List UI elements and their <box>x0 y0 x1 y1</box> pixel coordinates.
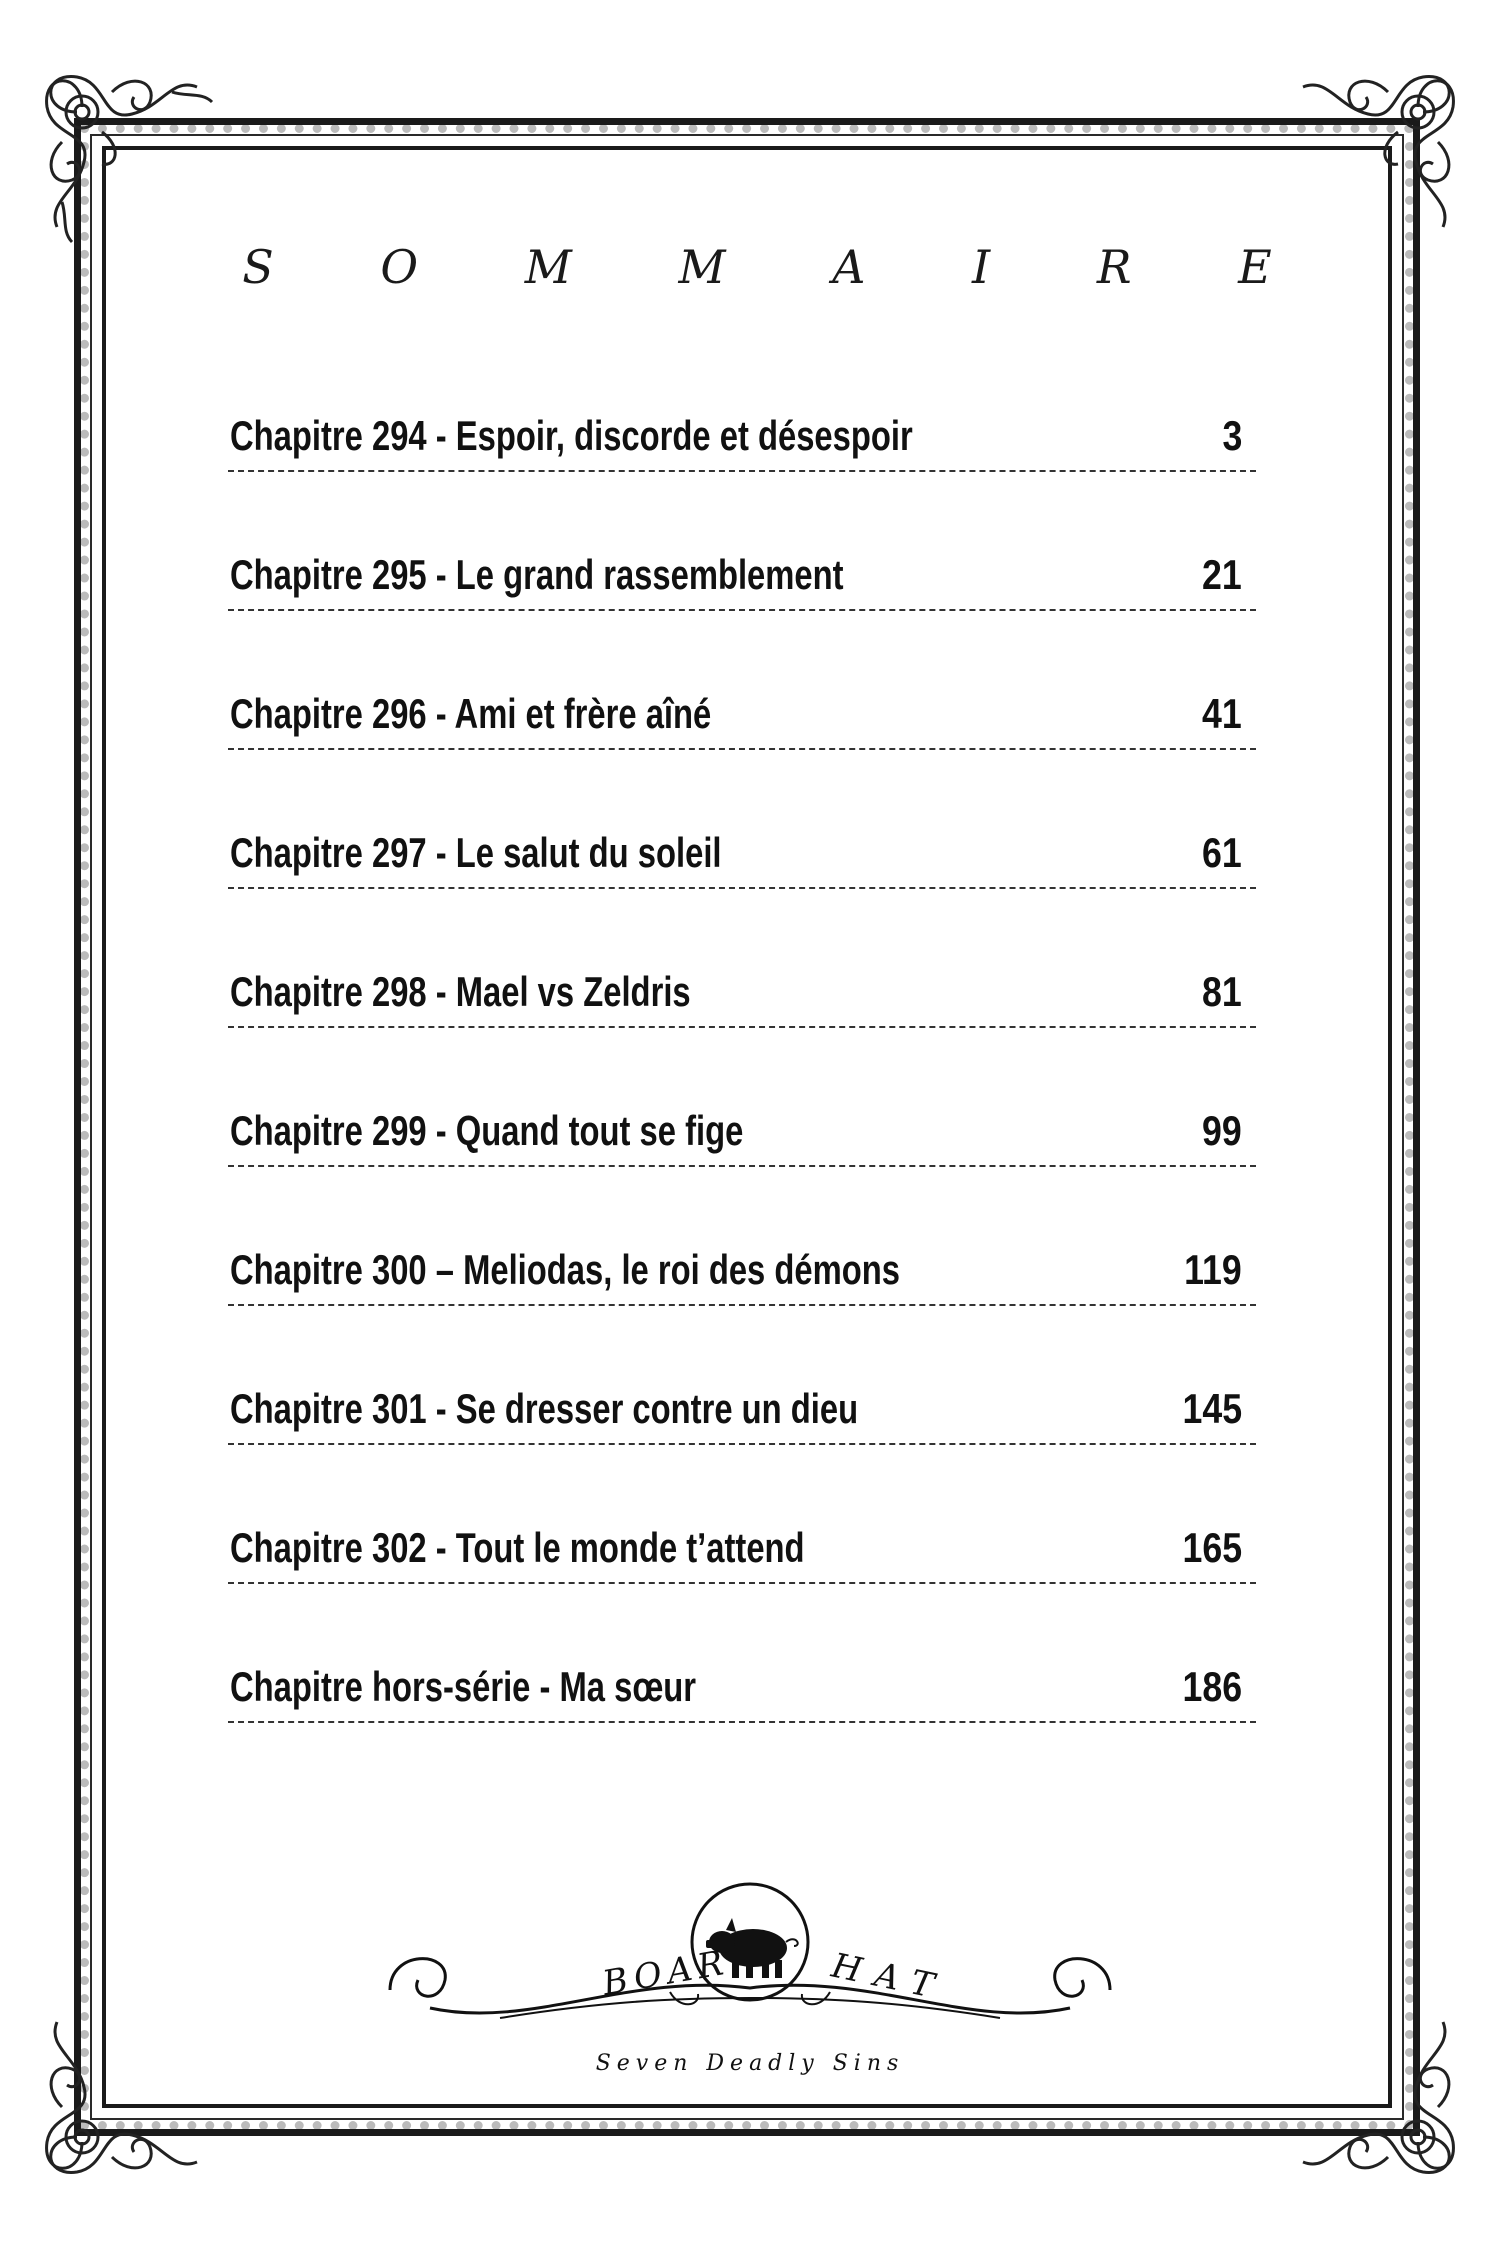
chapter-page-number: 165 <box>1182 1524 1242 1571</box>
chapter-page-number: 3 <box>1222 412 1242 459</box>
chapter-page-number: 145 <box>1182 1385 1242 1432</box>
dotted-leader <box>228 1026 1256 1028</box>
dotted-leader <box>228 609 1256 611</box>
chapter-row <box>228 541 1244 680</box>
chapter-row <box>228 1653 1244 1792</box>
chapter-title: Chapitre 298 - Mael vs Zeldris <box>230 968 691 1015</box>
corner-ornament-icon <box>1268 1987 1478 2197</box>
logo-tagline: Seven Deadly Sins <box>595 2051 905 2076</box>
corner-ornament-icon <box>1268 52 1478 262</box>
chapter-title: Chapitre 302 - Tout le monde t’attend <box>230 1524 805 1571</box>
dotted-leader <box>228 1582 1256 1584</box>
chapter-row <box>228 402 1244 541</box>
chapter-title: Chapitre 297 - Le salut du soleil <box>230 829 722 876</box>
chapter-row <box>228 1097 1244 1236</box>
chapter-title: Chapitre 300 – Meliodas, le roi des démons <box>230 1246 900 1293</box>
dotted-leader <box>228 470 1256 472</box>
chapter-title: Chapitre 295 - Le grand rassemblement <box>230 551 844 598</box>
chapter-title: Chapitre 299 - Quand tout se fige <box>230 1107 744 1154</box>
dotted-leader <box>228 1165 1256 1167</box>
chapter-list <box>228 402 1244 1792</box>
dotted-leader <box>228 1443 1256 1445</box>
chapter-row <box>228 1514 1244 1653</box>
chapter-row <box>228 1236 1244 1375</box>
corner-ornament-icon <box>22 52 232 262</box>
chapter-page-number: 186 <box>1182 1663 1242 1710</box>
chapter-title: Chapitre 296 - Ami et frère aîné <box>230 690 712 737</box>
corner-ornament-icon <box>22 1987 232 2197</box>
chapter-title: Chapitre hors-série - Ma sœur <box>230 1663 697 1710</box>
logo-right-word: HAT <box>828 1945 951 2010</box>
dotted-leader <box>228 1304 1256 1306</box>
chapter-row <box>228 958 1244 1097</box>
chapter-page-number: 99 <box>1202 1107 1242 1154</box>
chapter-row <box>228 819 1244 958</box>
dotted-leader <box>228 748 1256 750</box>
chapter-page-number: 41 <box>1202 690 1242 737</box>
dotted-leader <box>228 1721 1256 1723</box>
chapter-page-number: 81 <box>1202 968 1242 1015</box>
chapter-page-number: 61 <box>1202 829 1242 876</box>
chapter-page-number: 21 <box>1202 551 1242 598</box>
page-title: S O M M A I R E <box>242 240 1318 294</box>
chapter-row <box>228 1375 1244 1514</box>
chapter-page-number: 119 <box>1184 1246 1242 1293</box>
logo-left-word: BOAR <box>599 1942 733 2004</box>
chapter-row <box>228 680 1244 819</box>
boar-hat-logo <box>370 1880 1130 2080</box>
dotted-leader <box>228 887 1256 889</box>
chapter-title: Chapitre 301 - Se dresser contre un dieu <box>230 1385 859 1432</box>
chapter-title: Chapitre 294 - Espoir, discorde et désespoir <box>230 412 913 459</box>
